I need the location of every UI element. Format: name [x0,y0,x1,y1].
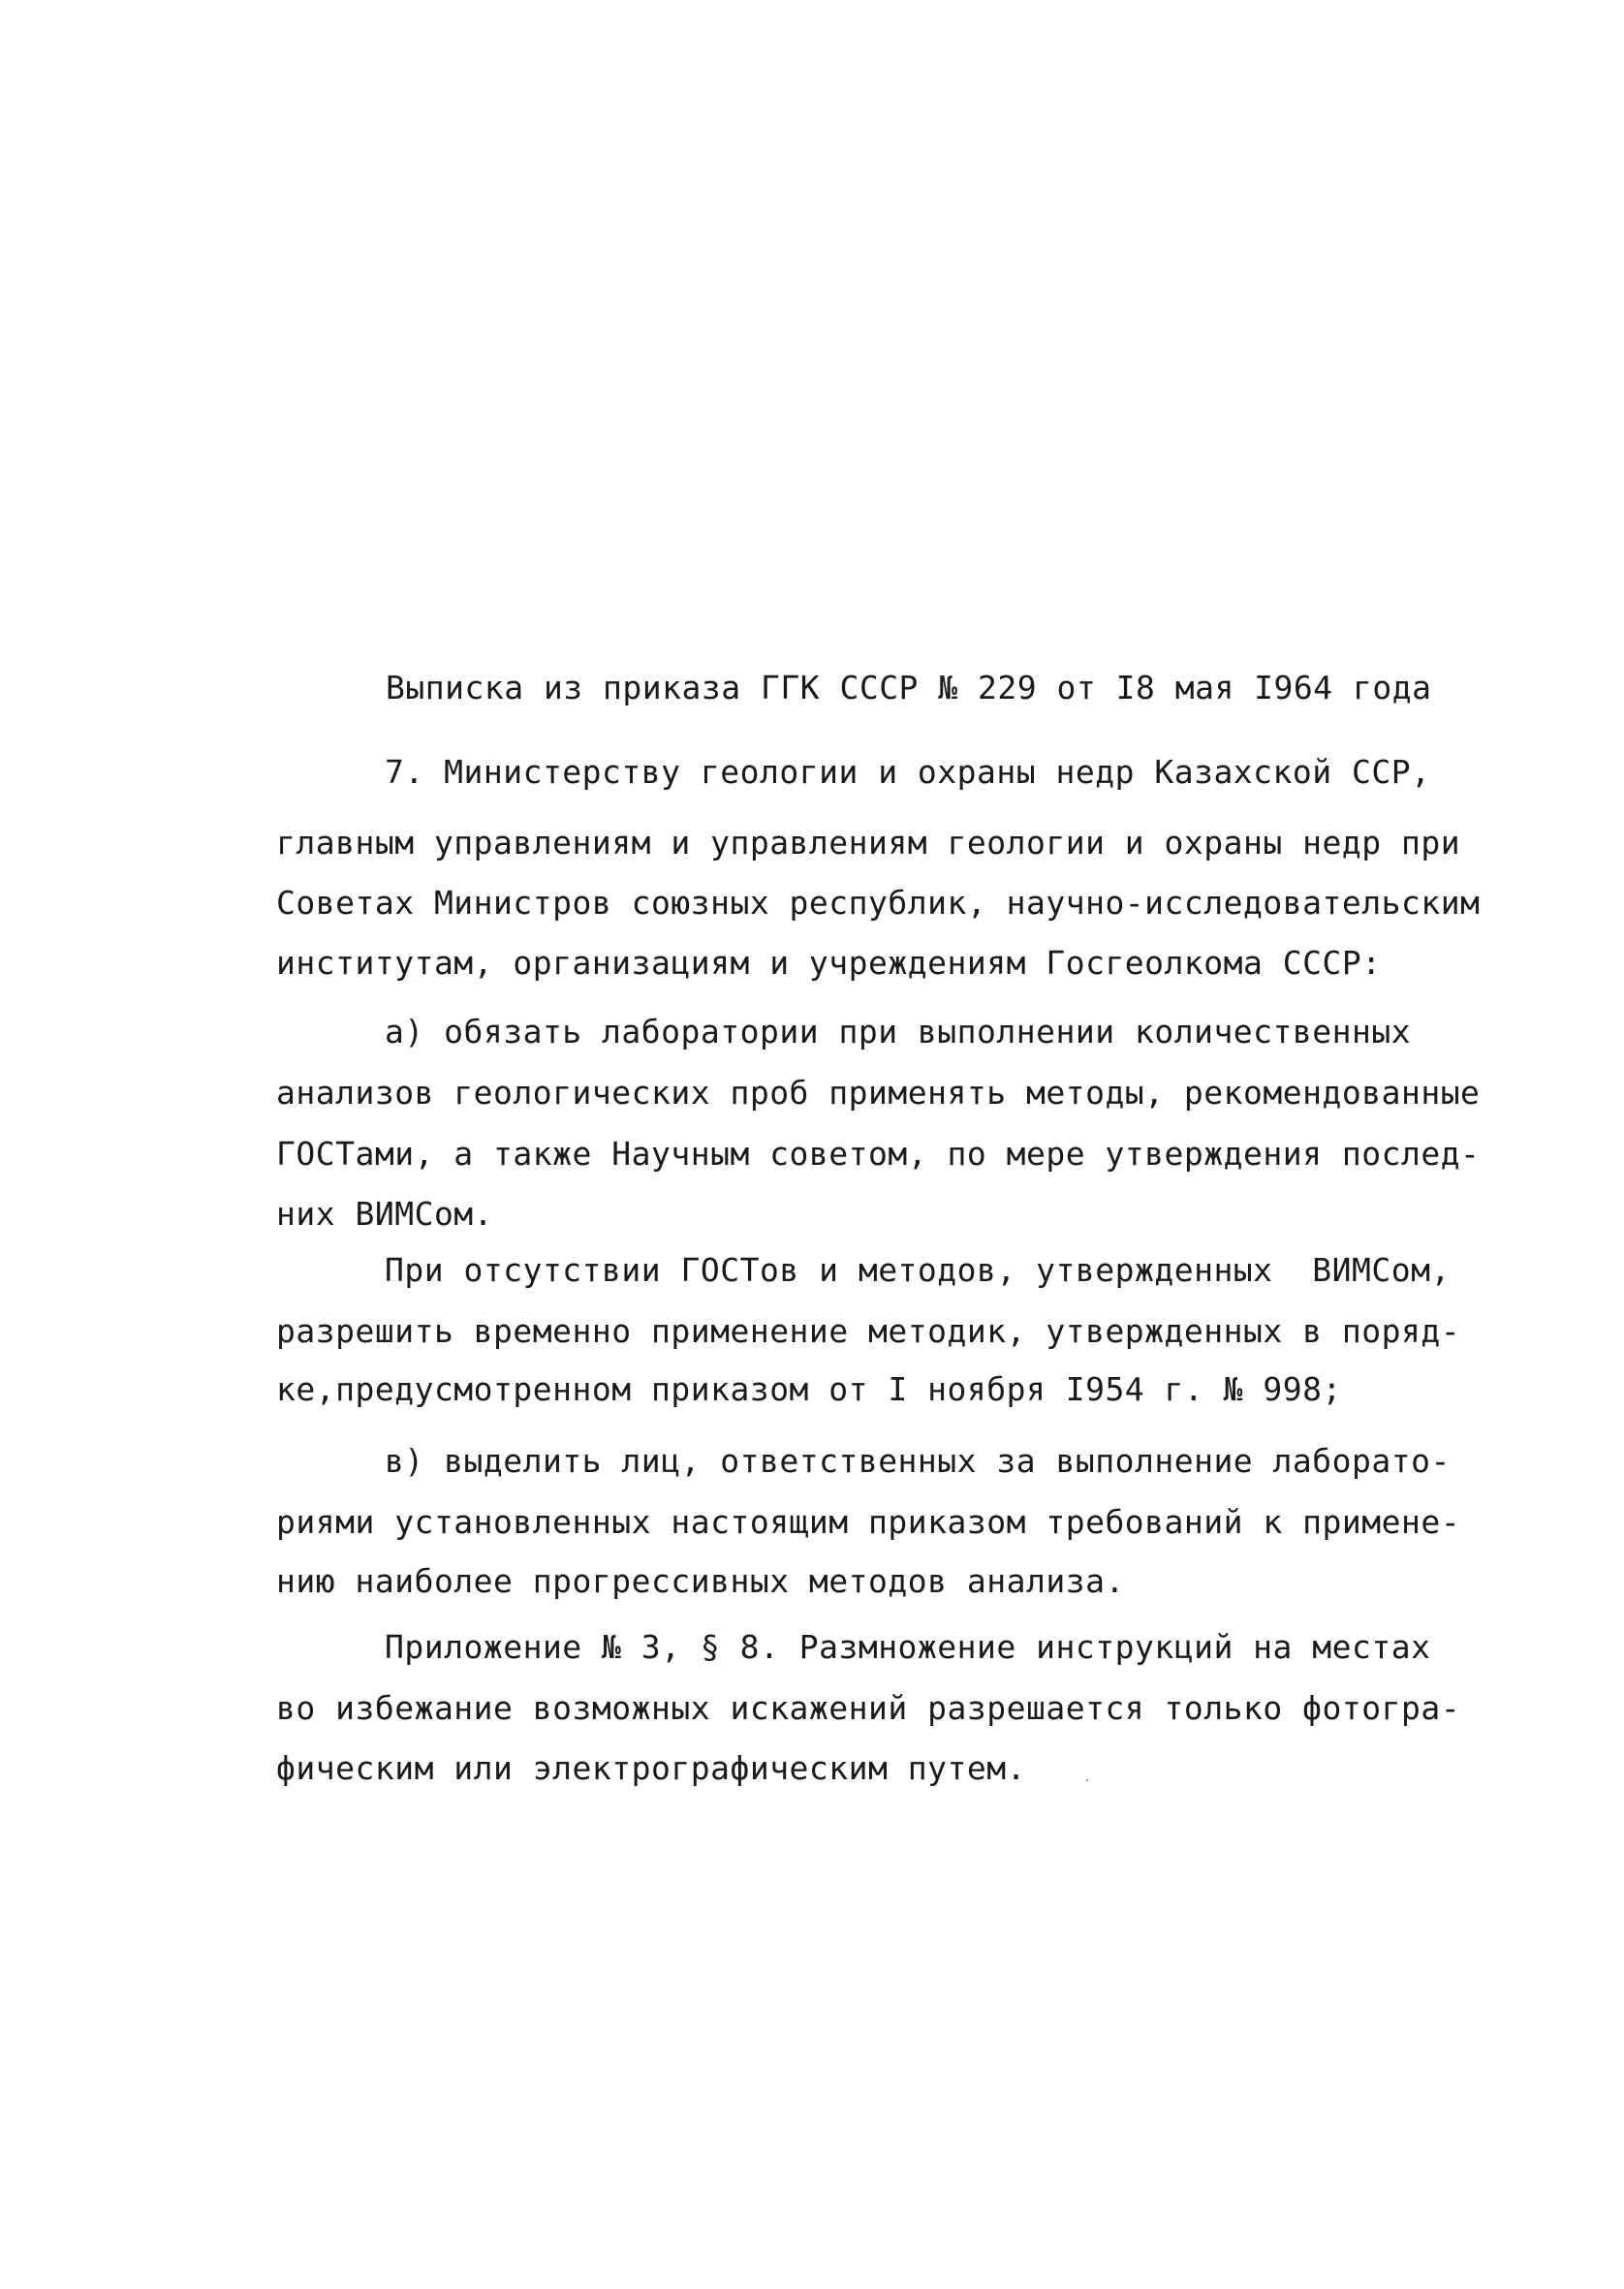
appendix-line-2: во избежание возможных искажений разрешается только фотогра- [276,1689,1461,1727]
paragraph-7-line-2: главным управлениям и управлениям геологии и охраны недр при [276,824,1461,862]
document-title: Выписка из приказа ГГК СССР № 229 от I8 мая I964 года [386,669,1432,706]
item-a-line-2: анализов геологических проб применять методы, рекомендованные [276,1074,1481,1112]
paragraph-7-line-3: Советах Министров союзных республик, научно-исследовательским [276,884,1481,922]
item-v-line-3: нию наиболее прогрессивных методов анализа. [276,1562,1125,1600]
scan-speck [1086,1779,1088,1781]
item-v-line-2: риями установленных настоящим приказом требований к примене- [276,1503,1461,1541]
item-a-line-3: ГОСТами, а также Научным советом, по мере утверждения послед- [276,1135,1481,1173]
item-v-line-1: в) выделить лиц, ответственных за выполнение лаборато- [385,1442,1451,1480]
paragraph-gost-line-3: ке,предусмотренном приказом от I ноября I954 г. № 998; [276,1370,1342,1408]
paragraph-7-line-1: 7. Министерству геологии и охраны недр Казахской ССР, [385,753,1431,791]
paragraph-7-line-4: институтам, организациям и учреждениям Госгеолкома СССР: [276,944,1382,982]
appendix-line-1: Приложение № 3, § 8. Размножение инструкций на местах [385,1628,1431,1666]
item-a-line-4: них ВИМСом. [276,1195,494,1233]
item-a-line-1: а) обязать лаборатории при выполнении количественных [385,1013,1412,1050]
paragraph-gost-line-1: При отсутствии ГОСТов и методов, утвержденных ВИМСом, [385,1251,1451,1289]
paragraph-gost-line-2: разрешить временно применение методик, утвержденных в поряд- [276,1312,1461,1350]
appendix-line-3: фическим или электрографическим путем. [276,1749,1026,1787]
